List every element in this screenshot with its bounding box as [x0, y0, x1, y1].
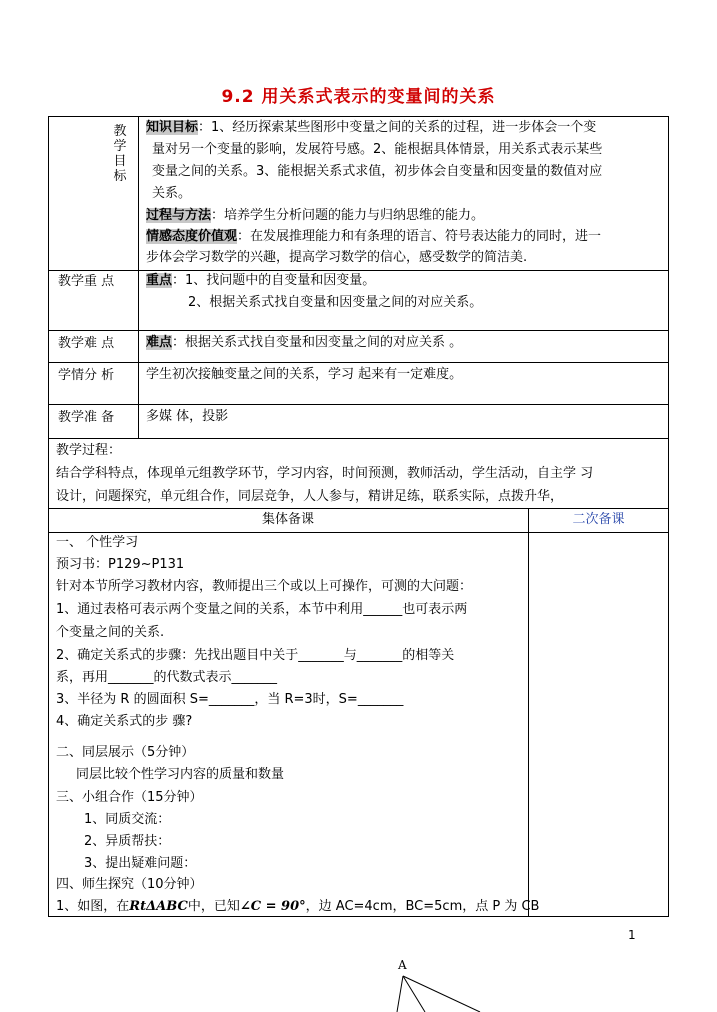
- section-1-intro: 针对本节所学习教材内容，教师提出三个或以上可操作，可测的大问题：: [56, 579, 473, 594]
- section-2-text: 同层比较个性学习内容的质量和数量: [76, 767, 285, 782]
- knowledge-line-3: 变量之间的关系。3、能根据关系式求值，初步体会自变量和因变量的数值对应: [152, 164, 603, 179]
- knowledge-line-4: 关系。: [152, 186, 192, 201]
- knowledge-line-1: 知识目标：1、经历探索某些图形中变量之间的关系的过程，进一步体会一个变: [146, 120, 597, 135]
- row-divider: [48, 438, 669, 439]
- section-1-title: 一、 个性学习: [56, 535, 139, 550]
- question-2b: 系，再用_______的代数式表示_______: [56, 670, 278, 685]
- attitude-line-1: 情感态度价值观：在发展推理能力和有条理的语言、符号表达能力的同时，进一: [146, 229, 602, 244]
- collective-prep-header: 集体备课: [261, 512, 314, 527]
- triangle-notation: RtΔABC: [129, 899, 188, 914]
- section-3-title: 三、小组合作（15分钟）: [56, 790, 203, 805]
- question-2a: 2、确定关系式的步骤：先找出题目中关于_______与_______的相等关: [56, 648, 455, 663]
- header-divider: [48, 532, 669, 533]
- angle-notation: ∠C = 90°: [239, 899, 306, 914]
- secondary-prep-header: 二次备课: [572, 512, 625, 527]
- process-line-2: 结合学科特点，体现单元组教学环节，学习内容，时间预测，教师活动，学生活动，自主学 习: [56, 466, 594, 481]
- knowledge-line-2: 量对另一个变量的影响，发展符号感。2、能根据具体情景，用关系式表示某些: [152, 142, 603, 157]
- triangle-figure: [385, 972, 485, 1012]
- attitude-line-2: 步体会学习数学的兴趣，提高学习数学的信心，感受数学的简洁美.: [146, 250, 528, 265]
- page-number: 1: [628, 928, 636, 942]
- process-method-line: 过程与方法：培养学生分析问题的能力与归纳思维的能力。: [146, 208, 485, 223]
- key-points-line-2: 2、根据关系式找自变量和因变量之间的对应关系。: [188, 295, 483, 310]
- analysis-text: 学生初次接触变量之间的关系，学习 起来有一定难度。: [146, 367, 463, 382]
- preparation-label: 教学准 备: [58, 410, 115, 425]
- row-divider: [48, 404, 669, 405]
- row-divider: [48, 362, 669, 363]
- question-3: 3、半径为 R 的圆面积 S=_______，当 R=3时，S=_______: [56, 692, 404, 707]
- question-1a: 1、通过表格可表示两个变量之间的关系，本节中利用______也可表示两: [56, 602, 468, 617]
- key-points-heading: 重点: [146, 273, 173, 288]
- process-line-3: 设计，问题探究，单元组合作，同层竞争，人人参与，精讲足练，联系实际，点拨升华，: [56, 489, 564, 504]
- exercise-1-line: 1、如图，在RtΔABC中，已知∠C = 90°，边 AC=4cm，BC=5cm，点 P 为 CB: [56, 899, 540, 914]
- difficulty-line: 难点：根据关系式找自变量和因变量之间的对应关系 。: [146, 335, 463, 350]
- process-method-heading: 过程与方法: [146, 208, 212, 223]
- preview-pages: 预习书：P129~P131: [56, 557, 185, 572]
- key-points-line-1: 重点：1、找问题中的自变量和因变量。: [146, 273, 376, 288]
- question-1b: 个变量之间的关系.: [56, 625, 165, 640]
- column-divider: [528, 509, 529, 917]
- process-label: 教学过程：: [56, 443, 122, 458]
- attitude-heading: 情感态度价值观: [146, 229, 238, 244]
- objectives-label: 教学目标: [113, 124, 127, 184]
- page-title: 9.2 用关系式表示的变量间的关系: [221, 87, 496, 107]
- section-4-title: 四、师生探究（10分钟）: [56, 877, 203, 892]
- label-column-divider: [138, 116, 139, 438]
- difficulty-heading: 难点: [146, 335, 173, 350]
- section-3-item-3: 3、提出疑难问题：: [84, 856, 197, 871]
- analysis-label: 学情分 析: [58, 368, 115, 383]
- key-points-label: 教学重 点: [58, 274, 115, 289]
- row-divider: [48, 330, 669, 331]
- question-4: 4、确定关系式的步 骤?: [56, 714, 193, 729]
- section-3-item-1: 1、同质交流：: [84, 812, 171, 827]
- section-3-item-2: 2、异质帮扶：: [84, 834, 171, 849]
- section-2-title: 二、同层展示（5分钟）: [56, 745, 195, 760]
- knowledge-heading: 知识目标: [146, 120, 199, 135]
- figure-vertex-label: A: [398, 958, 407, 972]
- difficulty-label: 教学难 点: [58, 336, 115, 351]
- preparation-text: 多媒 体，投影: [146, 409, 229, 424]
